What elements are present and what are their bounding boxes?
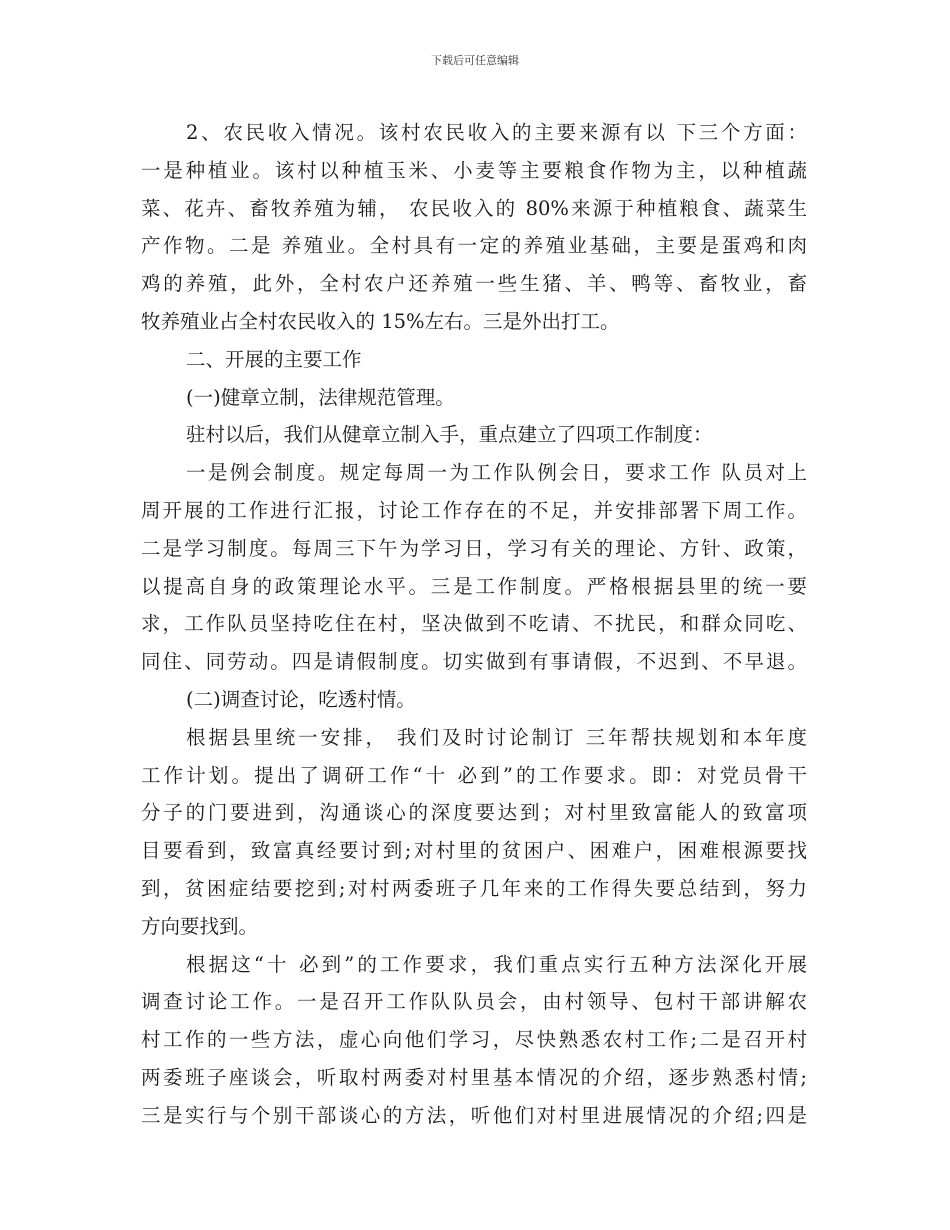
text-line: 周开展的工作进行汇报，讨论工作存在的不足，并安排部署下周工作。 — [141, 498, 807, 522]
text-line: 牧养殖业占全村农民收入的 15%左右。三是外出打工。 — [141, 309, 620, 333]
text-line: 两委班子座谈会，听取村两委对村里基本情况的介绍，逐步熟悉村情; — [141, 1065, 807, 1089]
text-line: 方向要找到。 — [141, 914, 259, 938]
page-header: 下载后可任意编辑 — [431, 54, 519, 67]
text-line: 以提高自身的政策理论水平。三是工作制度。严格根据县里的统一要 — [141, 574, 807, 598]
text-line: 菜、花卉、畜牧养殖为辅， 农民收入的 80%来源于种植粮食、蔬菜生 — [141, 196, 807, 220]
text-line: 驻村以后，我们从健章立制入手，重点建立了四项工作制度： — [186, 423, 713, 447]
text-line: 三是实行与个别干部谈心的方法，听他们对村里进展情况的介绍;四是 — [141, 1103, 807, 1127]
text-line: 根据县里统一安排， 我们及时讨论制订 三年帮扶规划和本年度 — [186, 725, 807, 749]
text-line: 根据这“十 必到”的工作要求，我们重点实行五种方法深化开展 — [186, 952, 807, 976]
text-line: 一是种植业。该村以种植玉米、小麦等主要粮食作物为主，以种植蔬 — [141, 158, 807, 182]
text-line: 调查讨论工作。一是召开工作队队员会，由村领导、包村干部讲解农 — [141, 990, 807, 1014]
text-line: 同住、同劳动。四是请假制度。切实做到有事请假，不迟到、不早退。 — [141, 650, 807, 674]
text-line: (二)调查讨论，吃透村情。 — [186, 687, 416, 711]
text-line: 分子的门要进到，沟通谈心的深度要达到；对村里致富能人的致富项 — [141, 801, 807, 825]
text-line: 一是例会制度。规定每周一为工作队例会日，要求工作 队员对上 — [186, 461, 807, 485]
text-line: (一)健章立制，法律规范管理。 — [186, 385, 455, 409]
text-line: 鸡的养殖，此外，全村农户还养殖一些生猪、羊、鸭等、畜牧业，畜 — [141, 272, 807, 296]
text-line: 目要看到，致富真经要讨到;对村里的贫困户、困难户，困难根源要找 — [141, 839, 807, 863]
document-body — [141, 114, 807, 1135]
text-line: 二是学习制度。每周三下午为学习日，学习有关的理论、方针、政策， — [141, 536, 807, 560]
text-line: 到，贫困症结要挖到;对村两委班子几年来的工作得失要总结到，努力 — [141, 876, 807, 900]
text-line: 工作计划。提出了调研工作“十 必到”的工作要求。即：对党员骨干 — [141, 763, 807, 787]
text-line: 村工作的一些方法，虚心向他们学习，尽快熟悉农村工作;二是召开村 — [141, 1028, 807, 1052]
text-line: 产作物。二是 养殖业。全村具有一定的养殖业基础，主要是蛋鸡和肉 — [141, 234, 807, 258]
text-line: 二、开展的主要工作 — [186, 347, 362, 371]
text-line: 求，工作队员坚持吃住在村，坚决做到不吃请、不扰民，和群众同吃、 — [141, 612, 807, 636]
text-line: 2、农民收入情况。该村农民收入的主要来源有以 下三个方面： — [186, 121, 807, 144]
